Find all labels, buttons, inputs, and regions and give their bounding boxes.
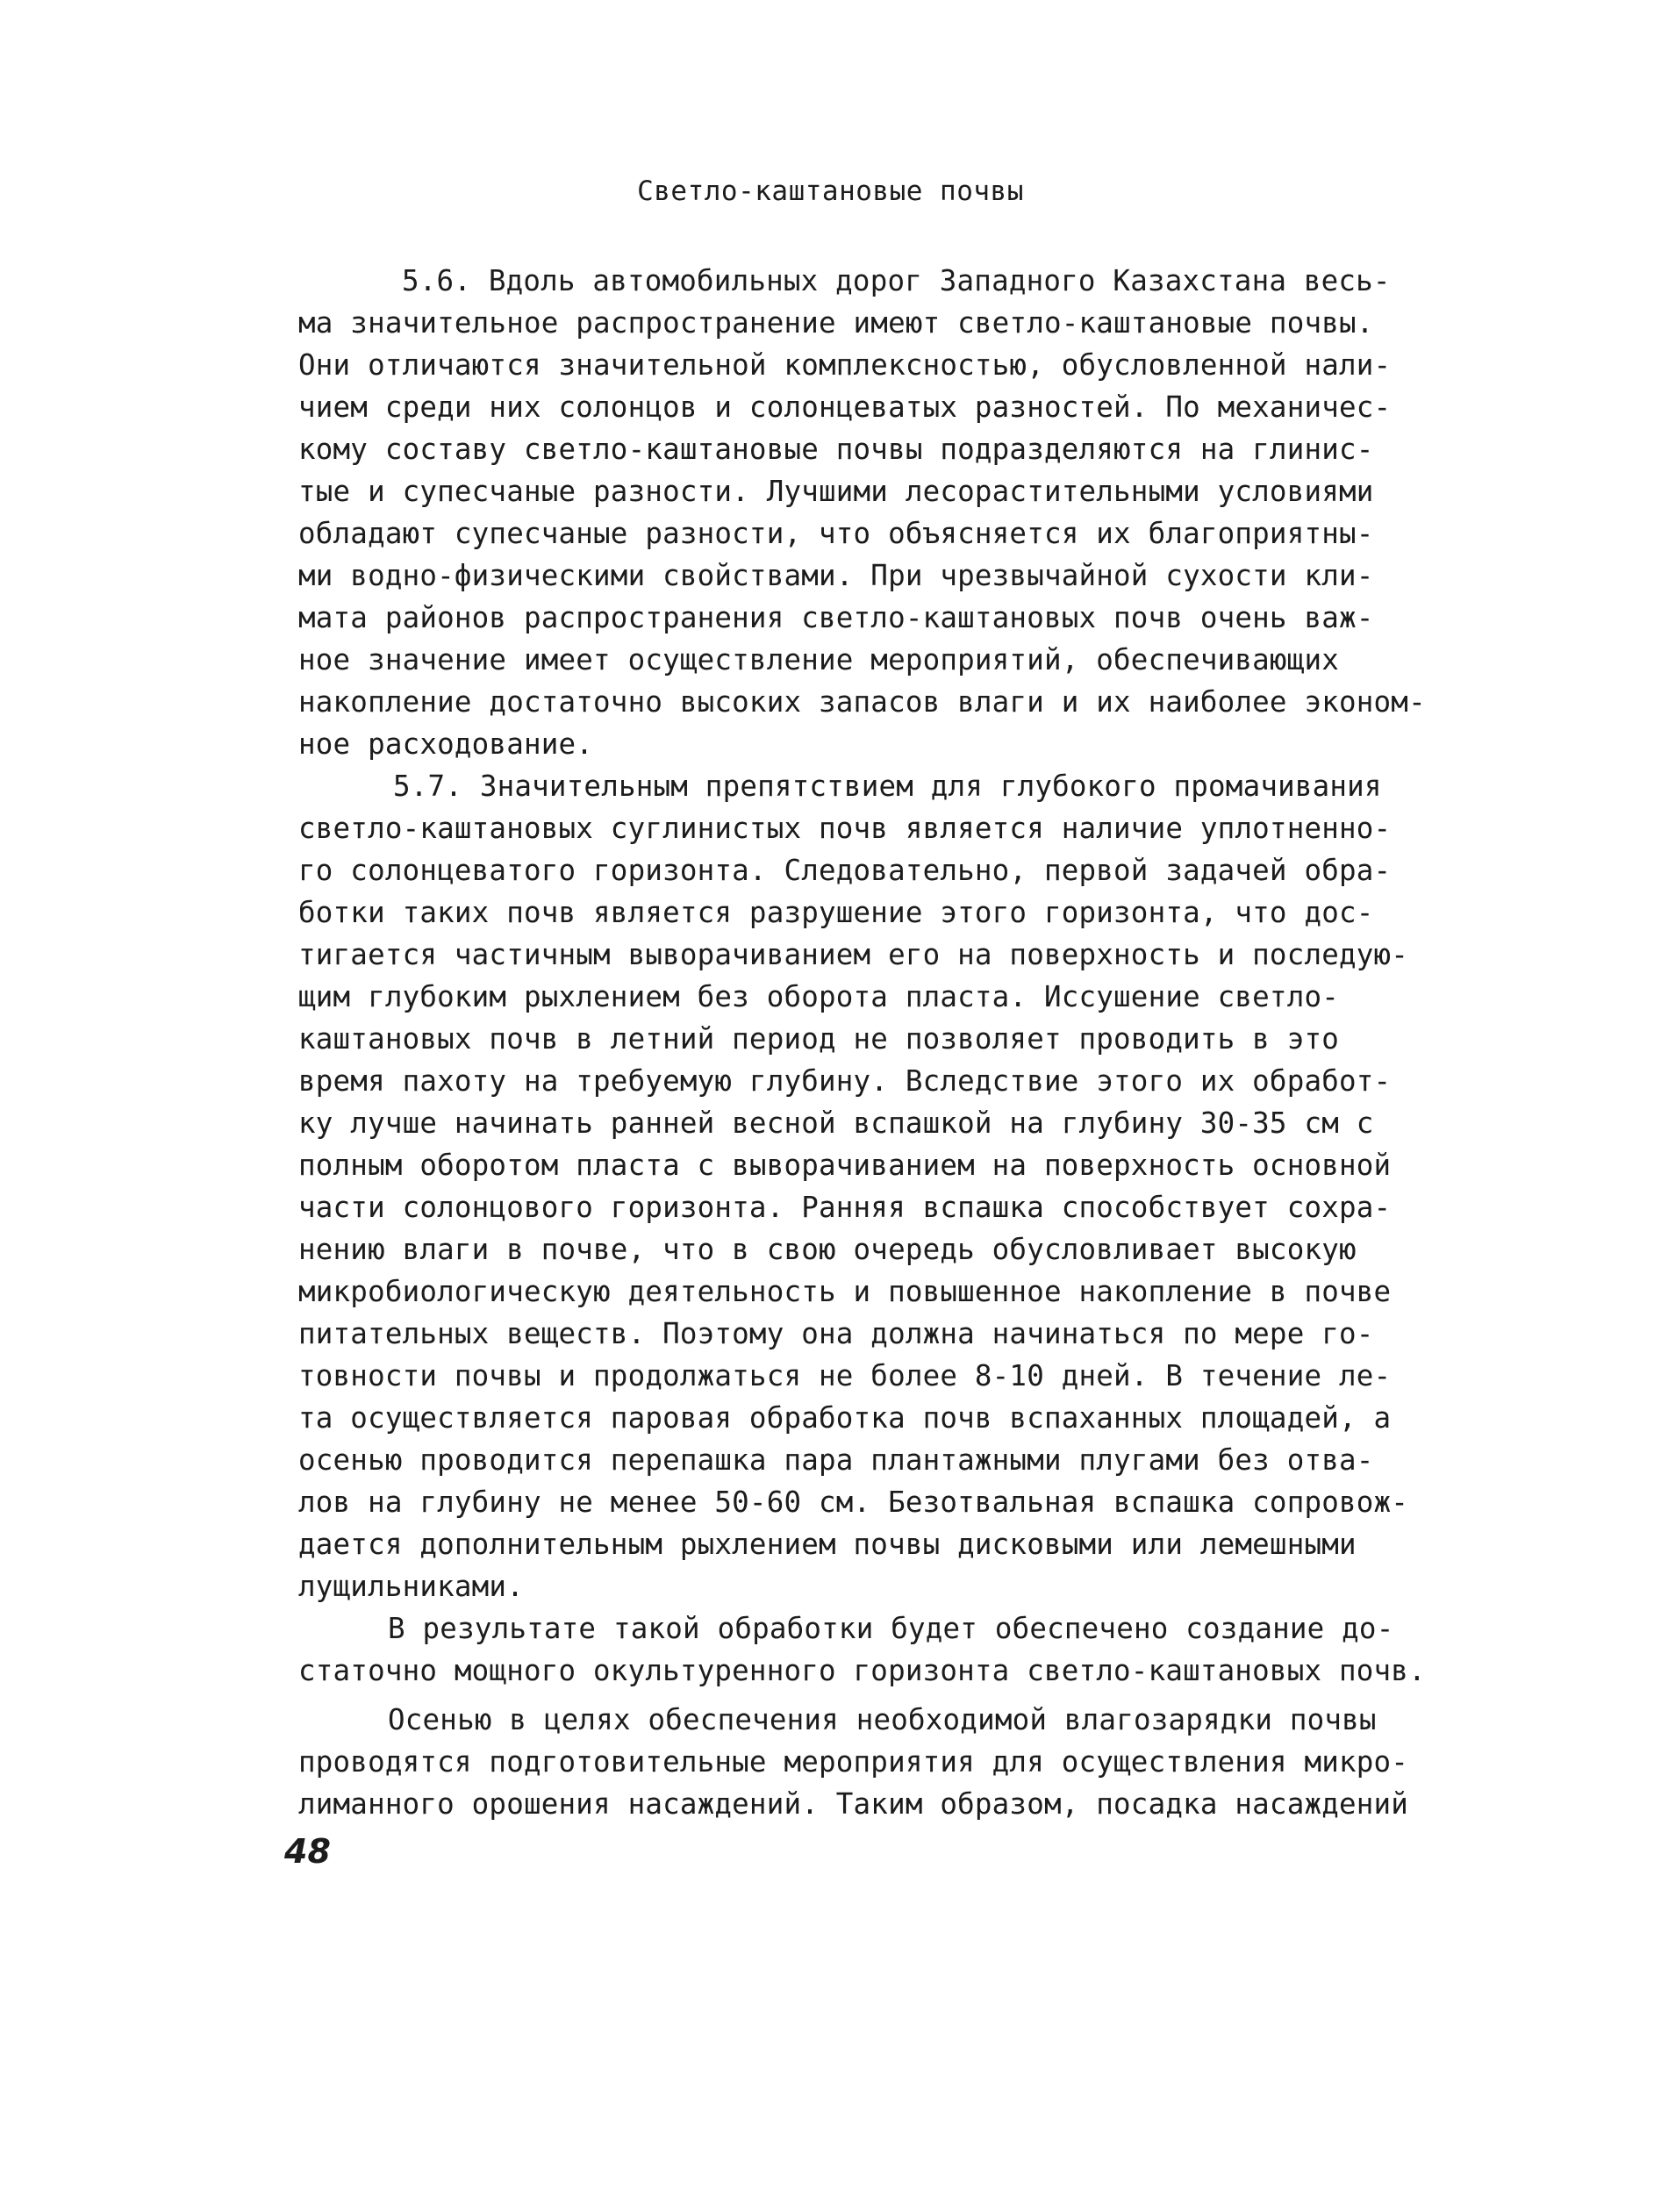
section-heading: Светло-каштановые почвы [637,175,1024,207]
text-line: лиманного орошения насаждений. Таким образом, посадка насаждений [298,1787,1409,1821]
text-line: время пахоту на требуемую глубину. Вследствие этого их обработ- [298,1064,1392,1098]
text-line: 5.7. Значительным препятствием для глубокого промачивания [393,770,1382,803]
text-line: товности почвы и продолжаться не более 8-10 дней. В течение ле- [298,1359,1392,1392]
text-line: та осуществляется паровая обработка почв вспаханных площадей, а [298,1401,1392,1435]
text-line: ку лучше начинать ранней весной вспашкой на глубину 30-35 см с [298,1106,1374,1140]
text-line: статочно мощного окультуренного горизонта светло-каштановых почв. [298,1654,1426,1687]
text-line: обладают супесчаные разности, что объясняется их благоприятны- [298,517,1374,550]
text-line: дается дополнительным рыхлением почвы дисковыми или лемешными [298,1528,1357,1561]
text-line: светло-каштановых суглинистых почв является наличие уплотненно- [298,812,1392,845]
text-line: микробиологическую деятельность и повышенное накопление в почве [298,1275,1392,1308]
page-number: 48 [284,1832,331,1871]
text-line: ми водно-физическими свойствами. При чрезвычайной сухости кли- [298,559,1374,592]
text-line: накопление достаточно высоких запасов влаги и их наиболее эконом- [298,685,1426,719]
text-line: В результате такой обработки будет обеспечено создание до- [388,1612,1394,1645]
text-line: ма значительное распространение имеют светло-каштановые почвы. [298,306,1374,340]
text-line: лущильниками. [298,1570,524,1603]
text-line: осенью проводится перепашка пара плантажными плугами без отва- [298,1443,1374,1477]
text-line: питательных веществ. Поэтому она должна начинаться по мере го- [298,1317,1374,1350]
text-line: Они отличаются значительной комплексностью, обусловленной нали- [298,348,1392,382]
text-line: ное расходование. [298,727,594,761]
text-line: Осенью в целях обеспечения необходимой влагозарядки почвы [388,1703,1377,1736]
text-line: кому составу светло-каштановые почвы подразделяются на глинис- [298,433,1374,466]
text-line: части солонцового горизонта. Ранняя вспашка способствует сохра- [298,1191,1392,1224]
text-line: лов на глубину не менее 50-60 см. Безотвальная вспашка сопровож- [298,1485,1409,1519]
text-line: мата районов распространения светло-каштановых почв очень важ- [298,601,1374,634]
text-line: го солонцеватого горизонта. Следовательно, первой задачей обра- [298,854,1392,887]
text-line: тые и супесчаные разности. Лучшими лесорастительными условиями [298,475,1374,508]
text-line: ботки таких почв является разрушение этого горизонта, что дос- [298,896,1374,929]
text-line: нению влаги в почве, что в свою очередь обусловливает высокую [298,1233,1357,1266]
text-line: каштановых почв в летний период не позволяет проводить в это [298,1022,1339,1056]
text-line: тигается частичным выворачиванием его на поверхность и последую- [298,938,1409,971]
text-line: щим глубоким рыхлением без оборота пласта. Иссушение светло- [298,980,1339,1013]
text-line: ное значение имеет осуществление мероприятий, обеспечивающих [298,643,1339,676]
text-line: проводятся подготовительные мероприятия для осуществления микро- [298,1745,1409,1779]
text-line: полным оборотом пласта с выворачиванием на поверхность основной [298,1149,1392,1182]
text-line: чием среди них солонцов и солонцеватых разностей. По механичес- [298,390,1392,424]
text-line: 5.6. Вдоль автомобильных дорог Западного Казахстана весь- [402,264,1391,297]
